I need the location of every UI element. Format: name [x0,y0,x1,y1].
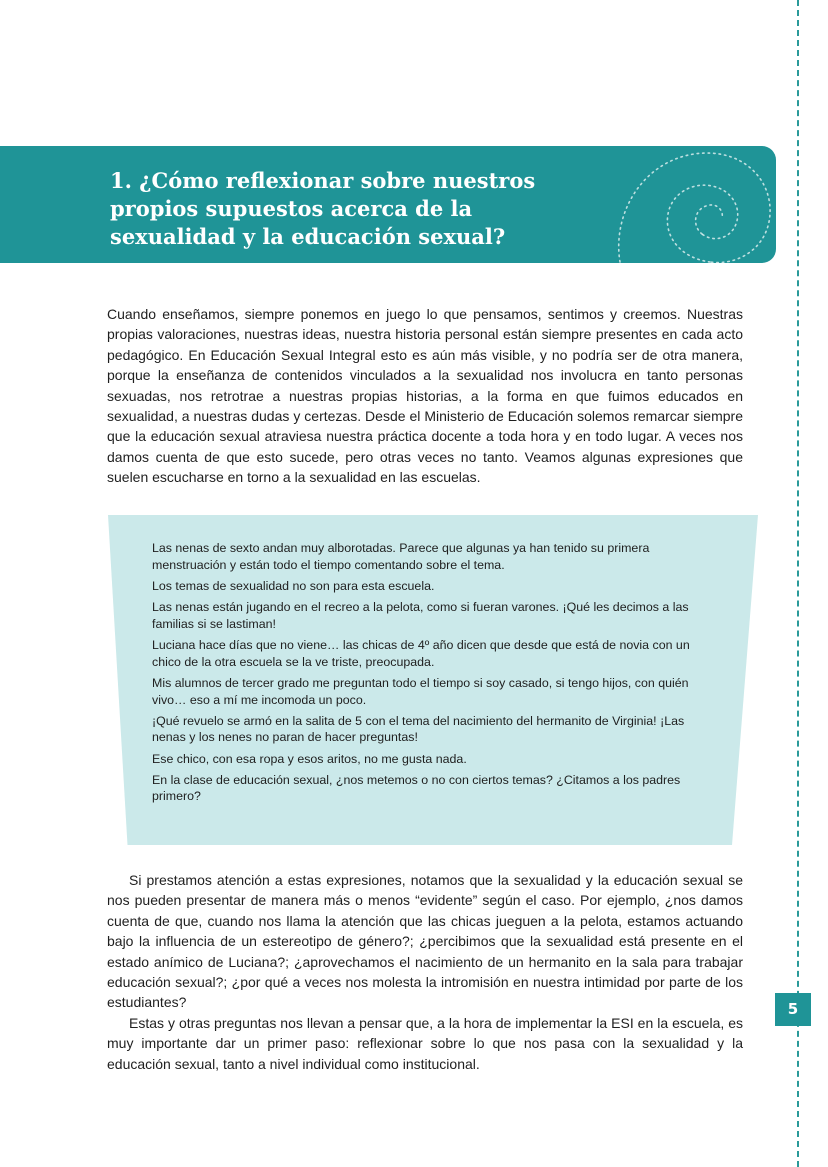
quote-item: ¡Qué revuelo se armó en la salita de 5 con el tema del nacimiento del hermanito de Virginia! ¡Las nenas y los nenes no paran de hacer preguntas! [152,713,685,745]
page-number-tab: 5 [775,993,811,1026]
spiral-decoration-icon [612,144,778,268]
quote-item: Luciana hace días que no viene… las chicas de 4º año dicen que desde que está de novia con un chico de la otra escuela se la ve triste, preocupada. [152,637,690,669]
quote-item: Mis alumnos de tercer grado me preguntan todo el tiempo si soy casado, si tengo hijos, con quién vivo… eso a mí me incomoda un poco. [152,675,689,707]
quote-item: Las nenas están jugando en el recreo a la pelota, como si fueran varones. ¡Qué les decimos a las familias si se lastiman! [152,599,689,631]
quote-item: Ese chico, con esa ropa y esos aritos, no me gusta nada. [152,751,467,766]
section-title: 1. ¿Cómo reflexionar sobre nuestros propios supuestos acerca de la sexualidad y la educación sexual? [110,168,536,249]
quote-item: Las nenas de sexto andan muy alborotadas. Parece que algunas ya han tenido su primera menstruación y están todo el tiempo comentando sobre el tema. [152,541,650,572]
quote-item: En la clase de educación sexual, ¿nos metemos o no con ciertos temas? ¿Citamos a los padres primero? [152,772,681,804]
quote-item: Los temas de sexualidad no son para esta escuela. [152,578,435,593]
page-edge-dashed-line [797,0,799,1167]
body-paragraph: Estas y otras preguntas nos llevan a pensar que, a la hora de implementar la ESI en la escuela, es muy importante dar un primer paso: reflexionar sobre lo que nos pasa con la sexualidad y la educación sexual, tanto a nivel individual como institucional. [107,1014,743,1072]
body-paragraph: Si prestamos atención a estas expresiones, notamos que la sexualidad y la educación sexual se nos pueden presentar de manera más o menos “evidente” según el caso. Por ejemplo, ¿nos damos cuenta de que, cuando nos llama la atención que las chicas jueguen a la pelota, estamos actuando bajo la influencia de un estereotipo de género?; ¿percibimos que la sexualidad está presente en el estado anímico de Luciana?; ¿aprovechamos el nacimiento de un hermanito en la sala para trabajar educación sexual?; ¿por qué a veces nos molesta la intromisión en nuestra intimidad por parte de los estudiantes? [107,872,743,1011]
body-text [107,870,743,1074]
quote-list [152,540,712,810]
intro-paragraph: Cuando enseñamos, siempre ponemos en juego lo que pensamos, sentimos y creemos. Nuestras propias valoraciones, nuestras ideas, nuestra historia personal están siempre presentes en cada acto pedagógico. En Educación Sexual Integral esto es aún más visible, y no podría ser de otra manera, porque la enseñanza de contenidos vinculados a la sexualidad nos involucra en tanto personas sexuadas, nos retrotrae a nuestras propias historias, a la forma en que fuimos educados en sexualidad, a nuestras dudas y certezas. Desde el Ministerio de Educación solemos remarcar siempre que la educación sexual atraviesa nuestra práctica docente a toda hora y en todo lugar. A veces nos damos cuenta de que esto sucede, pero otras veces no tanto. Veamos algunas expresiones que suelen escucharse en torno a la sexualidad en las escuelas. [107,306,743,486]
